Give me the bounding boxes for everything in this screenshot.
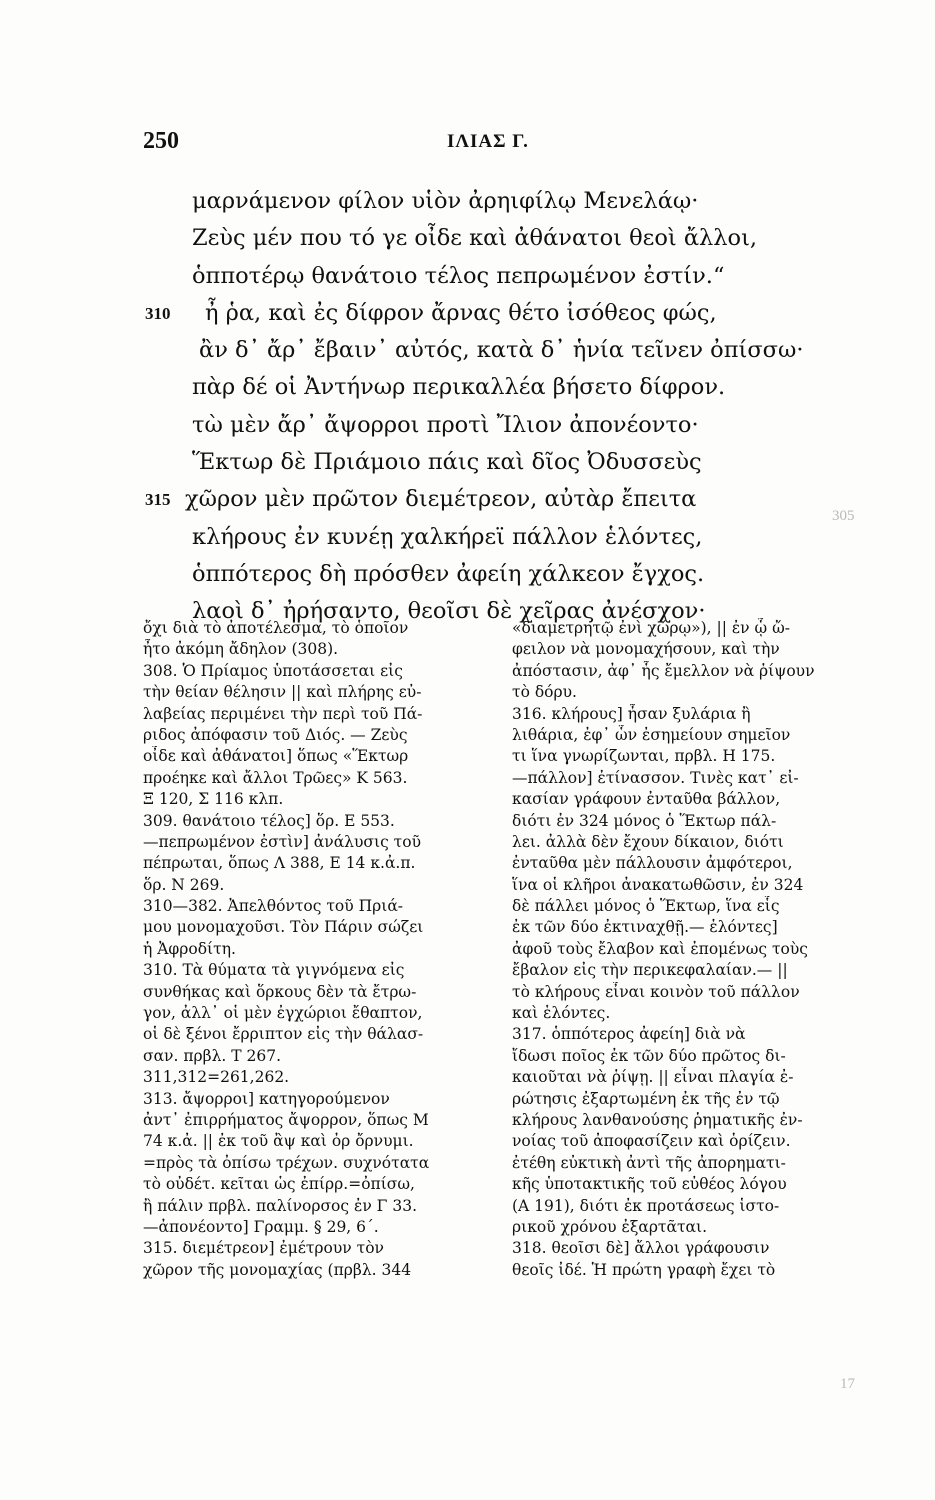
verse-line	[145, 481, 845, 518]
commentary-line: ρικοῦ χρόνου ἐξαρτᾶται.	[512, 1217, 708, 1236]
commentary-line: ἡ Ἀφροδίτη.	[143, 939, 236, 958]
verse-line	[145, 407, 845, 444]
verse-text: τὼ μὲν ἄρ᾿ ἄψορροι προτὶ Ἴλιον ἀπονέοντο·	[192, 411, 699, 438]
commentary-line: οἱ δὲ ξένοι ἔρριπτον εἰς τὴν θάλασ-	[143, 1025, 424, 1044]
commentary-line: ρώτησις ἐξαρτωμένη ἐκ τῆς ἐν τῷ	[512, 1089, 780, 1108]
commentary-line: 310. Τὰ θύματα τὰ γιγνόμενα εἰς	[143, 961, 405, 980]
commentary-line: καιοῦται νὰ ῥίψῃ. || εἶναι πλαγία ἐ-	[512, 1068, 794, 1087]
commentary-line: κασίαν γράφουν ἐνταῦθα βάλλον,	[512, 790, 781, 809]
verse-text: μαρνάμενον φίλον υἱὸν ἀρηιφίλῳ Μενελάῳ·	[192, 188, 699, 214]
verse-text: ἂν δ᾿ ἄρ᾿ ἔβαιν᾿ αὐτός, κατὰ δ᾿ ἡνία τεῖνεν ὀπίσσω·	[199, 337, 804, 364]
verse-text: ὁπποτέρῳ θανάτοιο τέλος πεπρωμένον ἐστίν.“	[192, 262, 725, 289]
commentary-line: —πάλλον] ἐτίνασσον. Τινὲς κατ᾿ εἰ-	[512, 768, 799, 787]
commentary-line: 313. ἄψορροι] κατηγορούμενον	[143, 1089, 390, 1108]
page-number: 250	[143, 128, 179, 154]
commentary-line: ἀντ᾿ ἐπιρρήματος ἄψορρον, ὅπως Μ	[143, 1110, 429, 1129]
commentary-line: ἐκ τῶν δύο ἐκτιναχθῇ.— ἑλόντες]	[512, 918, 778, 937]
commentary-line: 315. διεμέτρεον] ἐμέτρουν τὸν	[143, 1239, 384, 1258]
verse-line	[145, 183, 845, 220]
commentary-line: ἴδωσι ποῖος ἐκ τῶν δύο πρῶτος δι-	[512, 1046, 786, 1065]
commentary-line: —ἀπονέοντο] Γραμμ. § 29, 6΄.	[143, 1217, 379, 1236]
verse-text: λαοὶ δ᾿ ἠρήσαντο, θεοῖσι δὲ χεῖρας ἀνέσχον·	[192, 598, 706, 625]
commentary-line: χῶρον τῆς μονομαχίας (πρβλ. 344	[143, 1260, 412, 1279]
commentary-line: προέηκε καὶ ἄλλοι Τρῶες» Κ 563.	[143, 768, 408, 787]
commentary-line: 316. κλήρους] ἦσαν ξυλάρια ἢ	[512, 704, 751, 723]
commentary-line: ἦτο ἀκόμη ἄδηλον (308).	[143, 640, 339, 659]
commentary-line: 310—382. Ἀπελθόντος τοῦ Πριά-	[143, 897, 404, 916]
commentary-line: Ξ 120, Σ 116 κλπ.	[143, 790, 284, 809]
verse-line	[145, 295, 845, 332]
commentary-line: πέπρωται, ὅπως Λ 388, Ε 14 κ.ἀ.π.	[143, 854, 416, 873]
commentary-right-column	[512, 618, 857, 1281]
commentary-line: θεοῖς ἰδέ. Ἡ πρώτη γραφὴ ἔχει τὸ	[512, 1260, 776, 1279]
commentary-line: ὄχι διὰ τὸ ἀποτέλεσμα, τὸ ὁποῖον	[143, 619, 409, 637]
verse-text: πὰρ δέ οἱ Ἀντήνωρ περικαλλέα βήσετο δίφρον.	[192, 374, 726, 401]
verse-line	[145, 220, 845, 257]
verse-line	[145, 258, 845, 295]
commentary-line: ἢ πάλιν πρβλ. παλίνορσος ἐν Γ 33.	[143, 1196, 417, 1215]
commentary-line: γον, ἀλλ᾿ οἱ μὲν ἐγχώριοι ἔθαπτον,	[143, 1004, 423, 1023]
verse-text: χῶρον μὲν πρῶτον διεμέτρεον, αὐτὰρ ἔπειτα	[185, 486, 697, 513]
commentary-line: τι ἵνα γνωρίζωνται, πρβλ. Η 175.	[512, 747, 776, 766]
commentary-line: δὲ πάλλει μόνος ὁ Ἕκτωρ, ἵνα εἷς	[512, 897, 780, 916]
verse-line	[145, 556, 845, 593]
commentary-line: τὴν θείαν θέλησιν || καὶ πλήρης εὐ-	[143, 683, 422, 702]
commentary-line: μου μονομαχοῦσι. Τὸν Πάριν σώζει	[143, 918, 424, 937]
commentary-line: φειλον νὰ μονομαχήσουν, καὶ τὴν	[512, 640, 780, 659]
verse-line	[145, 369, 845, 406]
commentary-line: νοίας τοῦ ἀποφασίζειν καὶ ὁρίζειν.	[512, 1132, 791, 1151]
commentary-line: κῆς ὑποτακτικῆς τοῦ εὐθέος λόγου	[512, 1175, 787, 1194]
commentary-line: ὅρ. Ν 269.	[143, 875, 225, 894]
commentary-line: τὸ οὐδέτ. κεῖται ὡς ἐπίρρ.=ὀπίσω,	[143, 1175, 415, 1194]
verse-text: Ζεὺς μέν που τό γε οἶδε καὶ ἀθάνατοι θεοὶ ἄλλοι,	[192, 225, 758, 252]
commentary-line: 318. θεοῖσι δὲ] ἄλλοι γράφουσιν	[512, 1239, 770, 1258]
commentary-line: (Α 191), διότι ἐκ προτάσεως ἱστο-	[512, 1196, 780, 1215]
commentary-line: «διαμετρητῷ ἐνὶ χώρῳ»), || ἐν ᾧ ὤ-	[512, 619, 790, 637]
commentary-line: ἵνα οἱ κλῆροι ἀνακατωθῶσιν, ἐν 324	[512, 875, 804, 894]
commentary-line: κλήρους λανθανούσης ῥηματικῆς ἐν-	[512, 1110, 803, 1129]
commentary-line: ἐτέθη εὐκτικὴ ἀντὶ τῆς ἀπορηματι-	[512, 1153, 786, 1172]
commentary-line: —πεπρωμένον ἐστὶν] ἀνάλυσις τοῦ	[143, 832, 422, 851]
commentary-line: τὸ δόρυ.	[512, 683, 577, 702]
commentary-line: 308. Ὁ Πρίαμος ὑποτάσσεται εἰς	[143, 661, 403, 680]
verse-line	[145, 332, 845, 369]
commentary-line: διότι ἐν 324 μόνος ὁ Ἕκτωρ πάλ-	[512, 811, 777, 830]
commentary-line: λαβείας περιμένει τὴν περὶ τοῦ Πά-	[143, 704, 423, 723]
commentary-line: 74 κ.ἀ. || ἐκ τοῦ ἂψ καὶ ὀρ ὄρνυμι.	[143, 1132, 414, 1151]
verse-text: κλήρους ἐν κυνέῃ χαλκήρεϊ πάλλον ἑλόντες,	[192, 523, 703, 550]
verse-line	[145, 444, 845, 481]
commentary-line: ριδος ἀπόφασιν τοῦ Διός. — Ζεὺς	[143, 725, 408, 744]
verse-number: 310	[145, 303, 171, 323]
verse-line	[145, 519, 845, 556]
commentary-line: συνθήκας καὶ ὅρκους δὲν τὰ ἔτρω-	[143, 982, 417, 1001]
show-through-signature: 17	[840, 1376, 855, 1392]
commentary-line: 311,312=261,262.	[143, 1068, 290, 1087]
verse-number: 315	[145, 490, 171, 510]
commentary-line: ἀπόστασιν, ἀφ᾿ ἧς ἔμελλον νὰ ῥίψουν	[512, 661, 815, 680]
verse-text: ἦ ῥα, καὶ ἐς δίφρον ἄρνας θέτο ἰσόθεος φώς,	[205, 299, 717, 326]
commentary-line: ἐνταῦθα μὲν πάλλουσιν ἀμφότεροι,	[512, 854, 793, 873]
commentary-line: 317. ὁππότερος ἀφείη] διὰ νὰ	[512, 1025, 746, 1044]
commentary-line: σαν. πρβλ. Τ 267.	[143, 1046, 282, 1065]
commentary-line: λει. ἀλλὰ δὲν ἔχουν δίκαιον, διότι	[512, 832, 784, 851]
verse-text: ὁππότερος δὴ πρόσθεν ἀφείη χάλκεον ἔγχος.	[192, 560, 705, 587]
commentary-left-column	[143, 618, 488, 1281]
commentary-line: ἔβαλον εἰς τὴν περικεφαλαίαν.— ||	[512, 961, 788, 980]
commentary-line: τὸ κλήρους εἶναι κοινὸν τοῦ πάλλον	[512, 982, 800, 1001]
verse-text: Ἕκτωρ δὲ Πριάμοιο πάις καὶ δῖος Ὀδυσσεὺς	[192, 449, 702, 476]
running-head: ΙΛΙΑΣ Γ.	[447, 131, 529, 152]
commentary-line: λιθάρια, ἐφ᾿ ὧν ἐσημείουν σημεῖον	[512, 725, 791, 744]
commentary-line: 309. θανάτοιο τέλος] ὅρ. Ε 553.	[143, 811, 395, 830]
commentary-line: καὶ ἑλόντες.	[512, 1004, 611, 1023]
show-through-verse-number: 305	[832, 508, 855, 524]
verse-block	[145, 183, 845, 631]
commentary-line: =πρὸς τὰ ὀπίσω τρέχων. συχνότατα	[143, 1153, 430, 1172]
commentary-line: οἶδε καὶ ἀθάνατοι] ὅπως «Ἕκτωρ	[143, 747, 409, 766]
commentary-line: ἀφοῦ τοὺς ἔλαβον καὶ ἐπομένως τοὺς	[512, 939, 808, 958]
